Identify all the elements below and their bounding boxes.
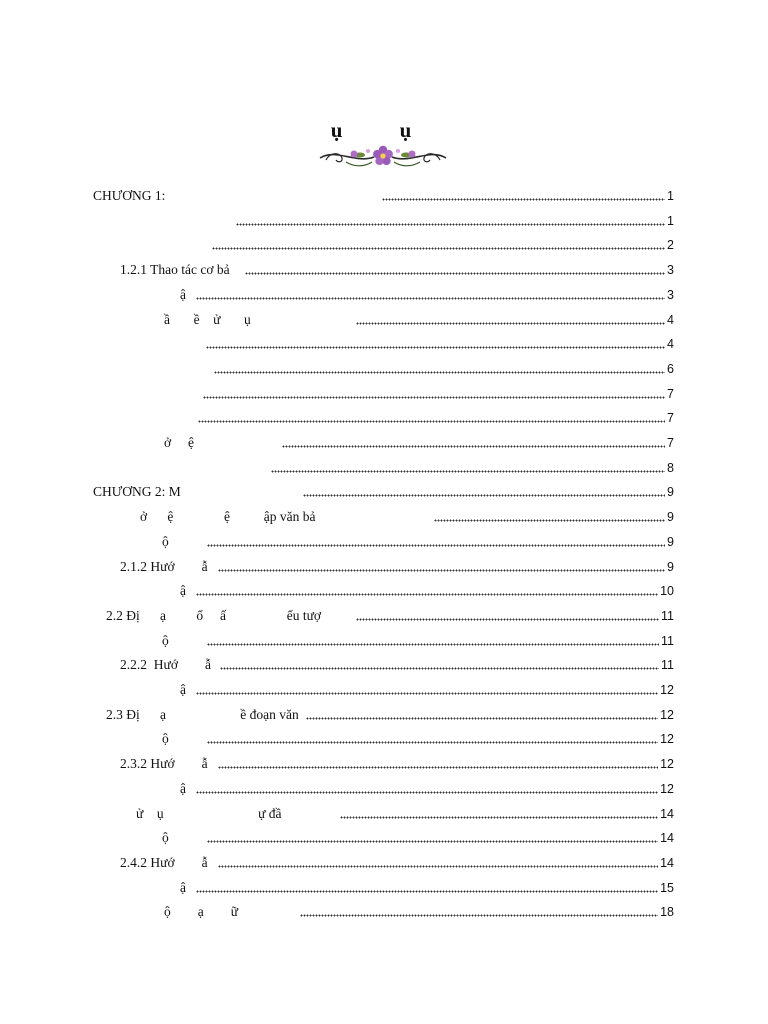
toc-page-number: 12 — [660, 707, 674, 722]
toc-page-number: 3 — [667, 287, 674, 302]
toc-entry[interactable] — [180, 678, 674, 698]
toc-entry[interactable] — [180, 579, 674, 599]
toc-dot-leader — [218, 569, 665, 572]
toc-entry-label: CHƯƠNG 1: — [93, 188, 166, 203]
toc-entry[interactable] — [93, 456, 674, 476]
toc-dot-leader — [207, 643, 659, 646]
toc-page-number: 12 — [660, 732, 674, 747]
toc-dot-leader — [356, 618, 659, 621]
toc-page-number: 4 — [667, 312, 674, 327]
toc-entry[interactable] — [93, 357, 674, 377]
toc-entry[interactable] — [136, 802, 674, 822]
toc-entry-label: ậ — [180, 780, 186, 796]
toc-page-number: 15 — [660, 880, 674, 895]
toc-dot-leader — [282, 445, 665, 448]
toc-page-number: 6 — [667, 361, 674, 376]
toc-dot-leader — [382, 198, 665, 201]
toc-entry[interactable] — [93, 184, 674, 204]
toc-entry[interactable] — [93, 332, 674, 352]
toc-dot-leader — [212, 247, 665, 250]
toc-dot-leader — [218, 766, 658, 769]
toc-entry[interactable] — [162, 530, 674, 550]
toc-entry-label: ộ — [162, 830, 169, 846]
toc-page-number: 10 — [660, 584, 674, 599]
toc-entry-label: 2.1.2 Hướ ẫ — [120, 558, 208, 574]
floral-ornament — [316, 142, 450, 172]
toc-entry-label: ộ — [162, 731, 169, 747]
toc-page-number: 9 — [667, 534, 674, 549]
toc-page-number: 1 — [667, 213, 674, 228]
toc-dot-leader — [271, 470, 665, 473]
toc-entry[interactable] — [93, 209, 674, 229]
toc-dot-leader — [306, 717, 658, 720]
toc-page-number: 18 — [660, 905, 674, 920]
toc-page-number: 9 — [667, 559, 674, 574]
toc-dot-leader — [214, 371, 665, 374]
toc-dot-leader — [207, 544, 665, 547]
toc-dot-leader — [207, 840, 658, 843]
toc-entry[interactable] — [180, 283, 674, 303]
toc-page-number: 4 — [667, 337, 674, 352]
page-title: ụ ụ — [330, 118, 438, 142]
toc-entry[interactable] — [120, 851, 674, 871]
toc-dot-leader — [218, 865, 658, 868]
toc-entry-label: 2.2.2 Hướ ẫ — [120, 657, 211, 673]
toc-page-number: 11 — [661, 633, 674, 648]
toc-entry-label: CHƯƠNG 2: M — [93, 484, 181, 500]
toc-dot-leader — [203, 396, 665, 399]
toc-entry-label: 2.2 Đị ạ ổ ấ ểu tượ — [106, 607, 322, 623]
toc-dot-leader — [196, 791, 658, 794]
toc-dot-leader — [356, 322, 665, 325]
toc-dot-leader — [196, 692, 658, 695]
toc-page-number: 2 — [667, 238, 674, 253]
toc-dot-leader — [300, 914, 658, 917]
toc-dot-leader — [206, 346, 665, 349]
toc-page-number: 12 — [660, 781, 674, 796]
toc-page-number: 14 — [660, 855, 674, 870]
toc-entry[interactable] — [164, 308, 674, 328]
toc-entry-label: 2.3 Đị ạ ề đoạn văn — [106, 706, 299, 722]
toc-entry[interactable] — [106, 604, 674, 624]
toc-page-number: 3 — [667, 263, 674, 278]
toc-entry[interactable] — [162, 727, 674, 747]
toc-entry[interactable] — [93, 480, 674, 500]
toc-entry-label: ộ ạ ữ — [164, 904, 239, 920]
toc-dot-leader — [220, 667, 659, 670]
toc-page-number: 11 — [661, 658, 674, 673]
toc-entry[interactable] — [164, 900, 674, 920]
toc-entry[interactable] — [93, 233, 674, 253]
toc-dot-leader — [196, 890, 658, 893]
toc-entry[interactable] — [120, 258, 674, 278]
toc-entry-label: 1.2.1 Thao tác cơ bả — [120, 262, 230, 278]
toc-entry-label: ậ — [180, 682, 186, 697]
toc-dot-leader — [207, 741, 658, 744]
toc-entry[interactable] — [93, 382, 674, 402]
toc-dot-leader — [198, 420, 665, 423]
toc-entry-label: ầ ề ử ụ — [164, 311, 251, 327]
toc-entry[interactable] — [120, 752, 674, 772]
toc-entry-label: ở ệ ệ ập văn bả — [140, 509, 316, 525]
toc-entry[interactable] — [106, 703, 674, 723]
toc-dot-leader — [434, 519, 665, 522]
toc-entry-label: ộ — [162, 632, 169, 648]
toc-dot-leader — [340, 816, 658, 819]
toc-page-number: 8 — [667, 460, 674, 475]
toc-dot-leader — [303, 494, 665, 497]
toc-page-number: 14 — [660, 831, 674, 846]
toc-entry-label: ậ — [180, 879, 186, 895]
toc-entry-label: 2.4.2 Hướ ẫ — [120, 854, 208, 870]
toc-entry[interactable] — [162, 629, 674, 649]
toc-entry[interactable] — [140, 505, 674, 525]
toc-dot-leader — [196, 297, 665, 300]
toc-entry[interactable] — [162, 826, 674, 846]
toc-page-number: 12 — [660, 683, 674, 697]
toc-entry-label: ộ — [162, 533, 169, 549]
toc-entry[interactable] — [164, 431, 674, 451]
toc-entry-label: ử ụ ự đầ — [136, 805, 282, 821]
toc-entry[interactable] — [93, 406, 674, 426]
toc-entry[interactable] — [120, 555, 674, 575]
toc-entry-label: 2.3.2 Hướ ẫ — [120, 756, 208, 772]
toc-page-number: 1 — [667, 189, 674, 203]
toc-page-number: 14 — [660, 806, 674, 821]
toc-page-number: 7 — [667, 386, 674, 401]
toc-page-number: 7 — [667, 411, 674, 426]
toc-page-number: 7 — [667, 436, 674, 450]
toc-dot-leader — [236, 223, 665, 226]
toc-entry[interactable] — [180, 876, 674, 896]
toc-entry[interactable] — [120, 653, 674, 673]
toc-page-number: 9 — [667, 510, 674, 525]
toc-page-number: 11 — [661, 608, 674, 623]
toc-entry-label: ở ệ — [164, 435, 195, 450]
toc-dot-leader — [245, 272, 665, 275]
toc-page-number: 12 — [660, 757, 674, 772]
toc-dot-leader — [196, 593, 658, 596]
toc-entry-label: ậ — [180, 583, 186, 599]
toc-entry-label: ậ — [180, 286, 186, 302]
toc-page-number: 9 — [667, 485, 674, 500]
toc-entry[interactable] — [180, 777, 674, 797]
